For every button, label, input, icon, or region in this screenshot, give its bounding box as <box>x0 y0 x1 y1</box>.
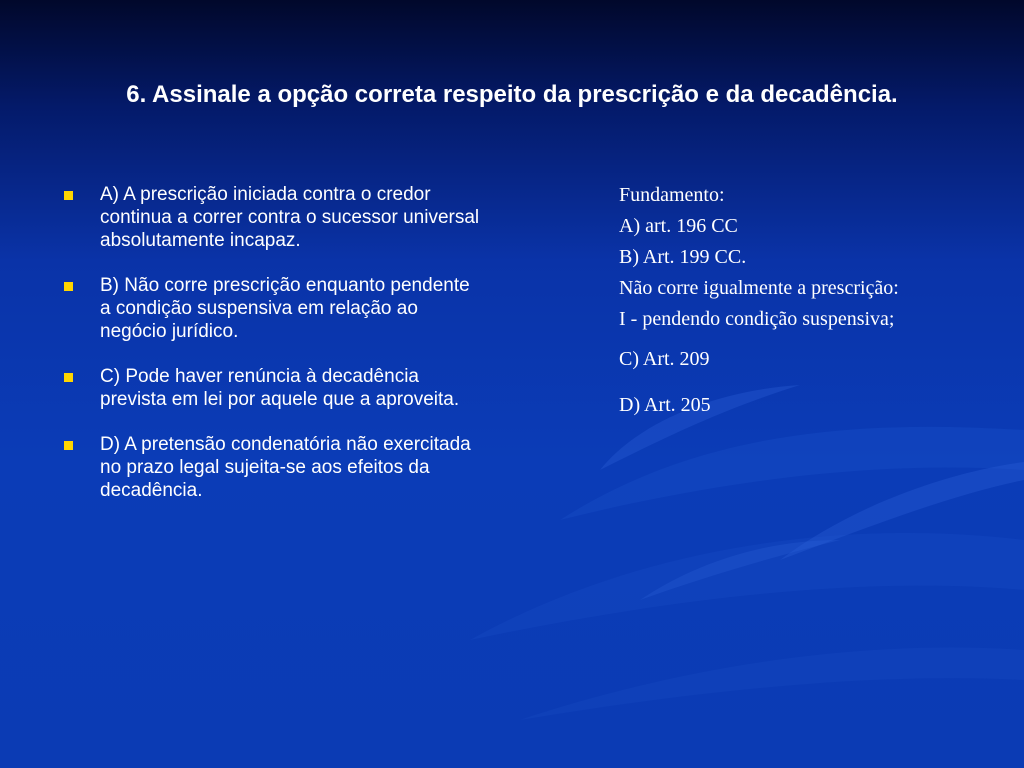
option-a-text: A) A prescrição iniciada contra o credor continua a correr contra o sucessor universal absolutamente incapaz. <box>100 184 480 251</box>
option-b <box>62 274 482 343</box>
square-bullet-icon <box>64 373 73 382</box>
notes-heading: Fundamento: <box>619 184 725 206</box>
option-b-text: B) Não corre prescrição enquanto pendente a condição suspensiva em relação ao negócio jurídico. <box>100 275 470 342</box>
notes-b: B) Art. 199 CC. <box>619 246 747 268</box>
option-d <box>62 433 482 502</box>
slide-title: 6. Assinale a opção correta respeito da prescrição e da decadência. <box>126 81 898 108</box>
option-a <box>62 183 482 252</box>
option-c-text: C) Pode haver renúncia à decadência prevista em lei por aquele que a aproveita. <box>100 366 460 410</box>
option-d-text: D) A pretensão condenatória não exercitada no prazo legal sujeita-se aos efeitos da decadência. <box>100 434 471 501</box>
notes-b-item: I - pendendo condição suspensiva; <box>619 308 895 330</box>
notes-d: D) Art. 205 <box>619 394 711 416</box>
square-bullet-icon <box>64 191 73 200</box>
notes-a: A) art. 196 CC <box>619 215 738 237</box>
square-bullet-icon <box>64 282 73 291</box>
square-bullet-icon <box>64 441 73 450</box>
notes-c: C) Art. 209 <box>619 348 710 370</box>
rationale-notes <box>619 180 999 421</box>
options-list <box>62 183 482 524</box>
notes-b-detail: Não corre igualmente a prescrição: <box>619 277 899 299</box>
option-c <box>62 365 482 411</box>
